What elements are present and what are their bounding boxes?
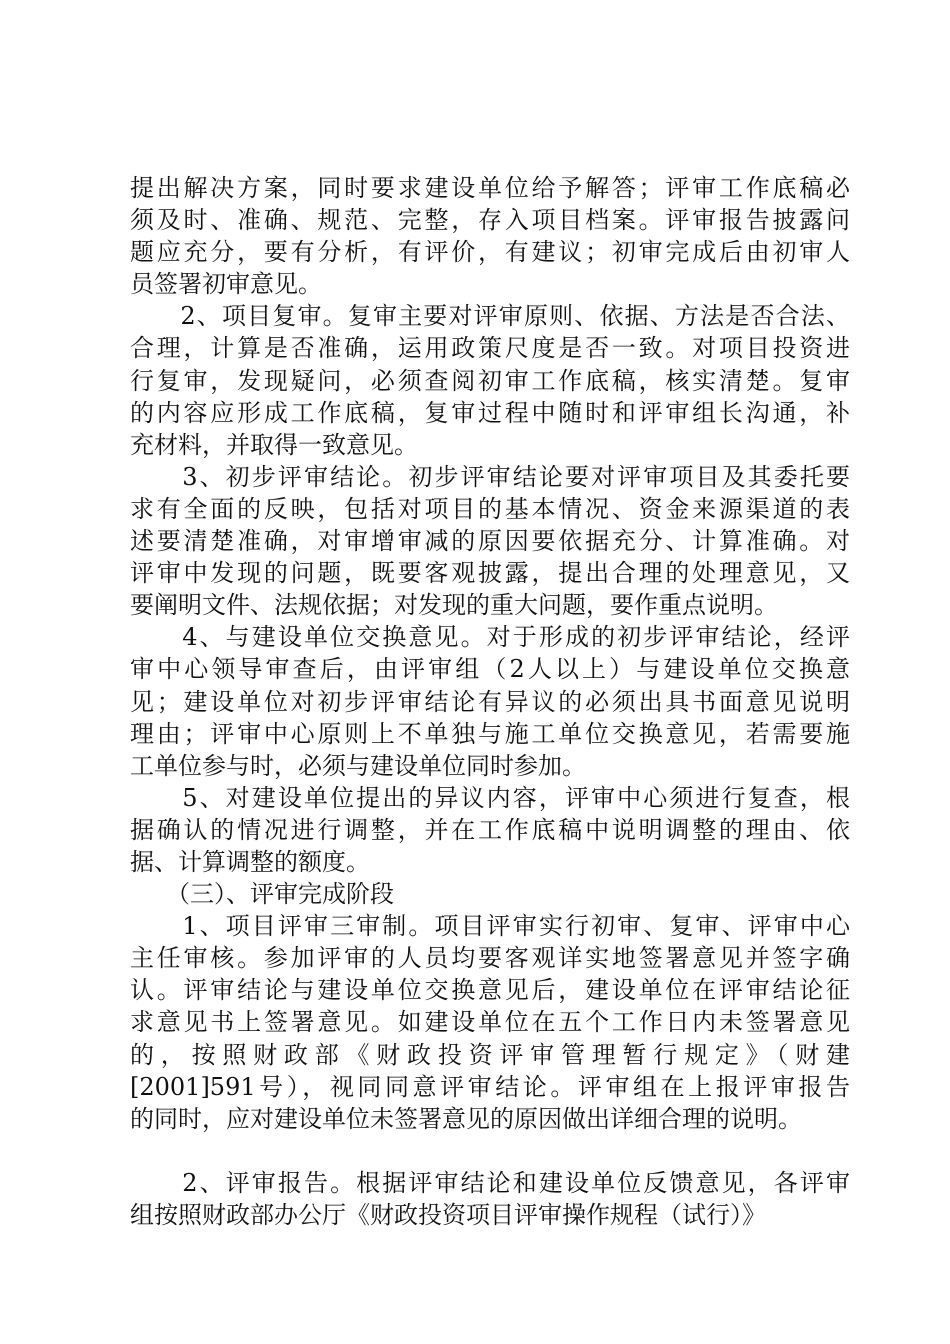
text-line: 据、计算调整的额度。 [130,847,370,876]
text-line: 评审中发现的问题，既要客观披露，提出合理的处理意见，又 [130,559,850,588]
text-line: 主任审核。参加评审的人员均要客观详实地签署意见并签字确 [130,944,850,973]
text-line: 审中心领导审查后，由评审组（2人以上）与建设单位交换意 [130,655,850,684]
text-line: 提出解决方案，同时要求建设单位给予解答；评审工作底稿必 [130,174,850,202]
text-line: 见；建设单位对初步评审结论有异议的必须出具书面意见说明 [130,687,850,716]
paragraph-group-continued [130,1167,850,1231]
text-line: 合理，计算是否准确，运用政策尺度是否一致。对项目投资进 [130,334,850,363]
document-body [130,172,850,1231]
text-line: 2、评审报告。根据评审结论和建设单位反馈意见，各评审 [130,1168,850,1197]
paragraph-group-main [130,172,850,1135]
text-line: 5、对建设单位提出的异议内容，评审中心须进行复查，根 [130,783,850,812]
text-line: 员签署初审意见。 [130,270,322,299]
text-line: 的，按照财政部《财政投资评审管理暂行规定》（财建 [130,1040,850,1069]
text-line: 求有全面的反映，包括对项目的基本情况、资金来源渠道的表 [130,494,850,523]
text-line: 3、初步评审结论。初步评审结论要对评审项目及其委托要 [130,462,850,491]
text-line: 的内容应形成工作底稿，复审过程中随时和评审组长沟通，补 [130,398,850,427]
text-line: 题应充分，要有分析，有评价，有建议；初审完成后由初审人 [130,238,850,267]
text-line: 4、与建设单位交换意见。对于形成的初步评审结论，经评 [130,623,850,652]
text-line: 工单位参与时，必须与建设单位同时参加。 [130,751,586,780]
text-line: 1、项目评审三审制。项目评审实行初审、复审、评审中心 [130,912,850,941]
text-line: （三）、评审完成阶段 [130,880,394,909]
text-line: 理由；评审中心原则上不单独与施工单位交换意见，若需要施 [130,719,850,748]
text-line: 须及时、准确、规范、完整，存入项目档案。评审报告披露问 [130,206,850,235]
paragraph-gap [130,1135,850,1167]
text-line: 充材料，并取得一致意见。 [130,430,418,459]
text-line: 认。评审结论与建设单位交换意见后，建设单位在评审结论征 [130,976,850,1005]
text-line: 的同时，应对建设单位未签署意见的原因做出详细合理的说明。 [130,1104,802,1133]
text-line: 组按照财政部办公厅《财政投资项目评审操作规程（试行）》 [130,1200,766,1229]
text-line: 据确认的情况进行调整，并在工作底稿中说明调整的理由、依 [130,815,850,844]
text-line: [2001]591号），视同同意评审结论。评审组在上报评审报告 [130,1072,850,1101]
text-line: 述要清楚准确，对审增审减的原因要依据充分、计算准确。对 [130,527,850,556]
text-line: 要阐明文件、法规依据；对发现的重大问题，要作重点说明。 [130,591,778,620]
text-line: 2、项目复审。复审主要对评审原则、依据、方法是否合法、 [130,302,850,331]
text-line: 求意见书上签署意见。如建设单位在五个工作日内未签署意见 [130,1008,850,1037]
text-line: 行复审，发现疑问，必须查阅初审工作底稿，核实清楚。复审 [130,366,850,395]
